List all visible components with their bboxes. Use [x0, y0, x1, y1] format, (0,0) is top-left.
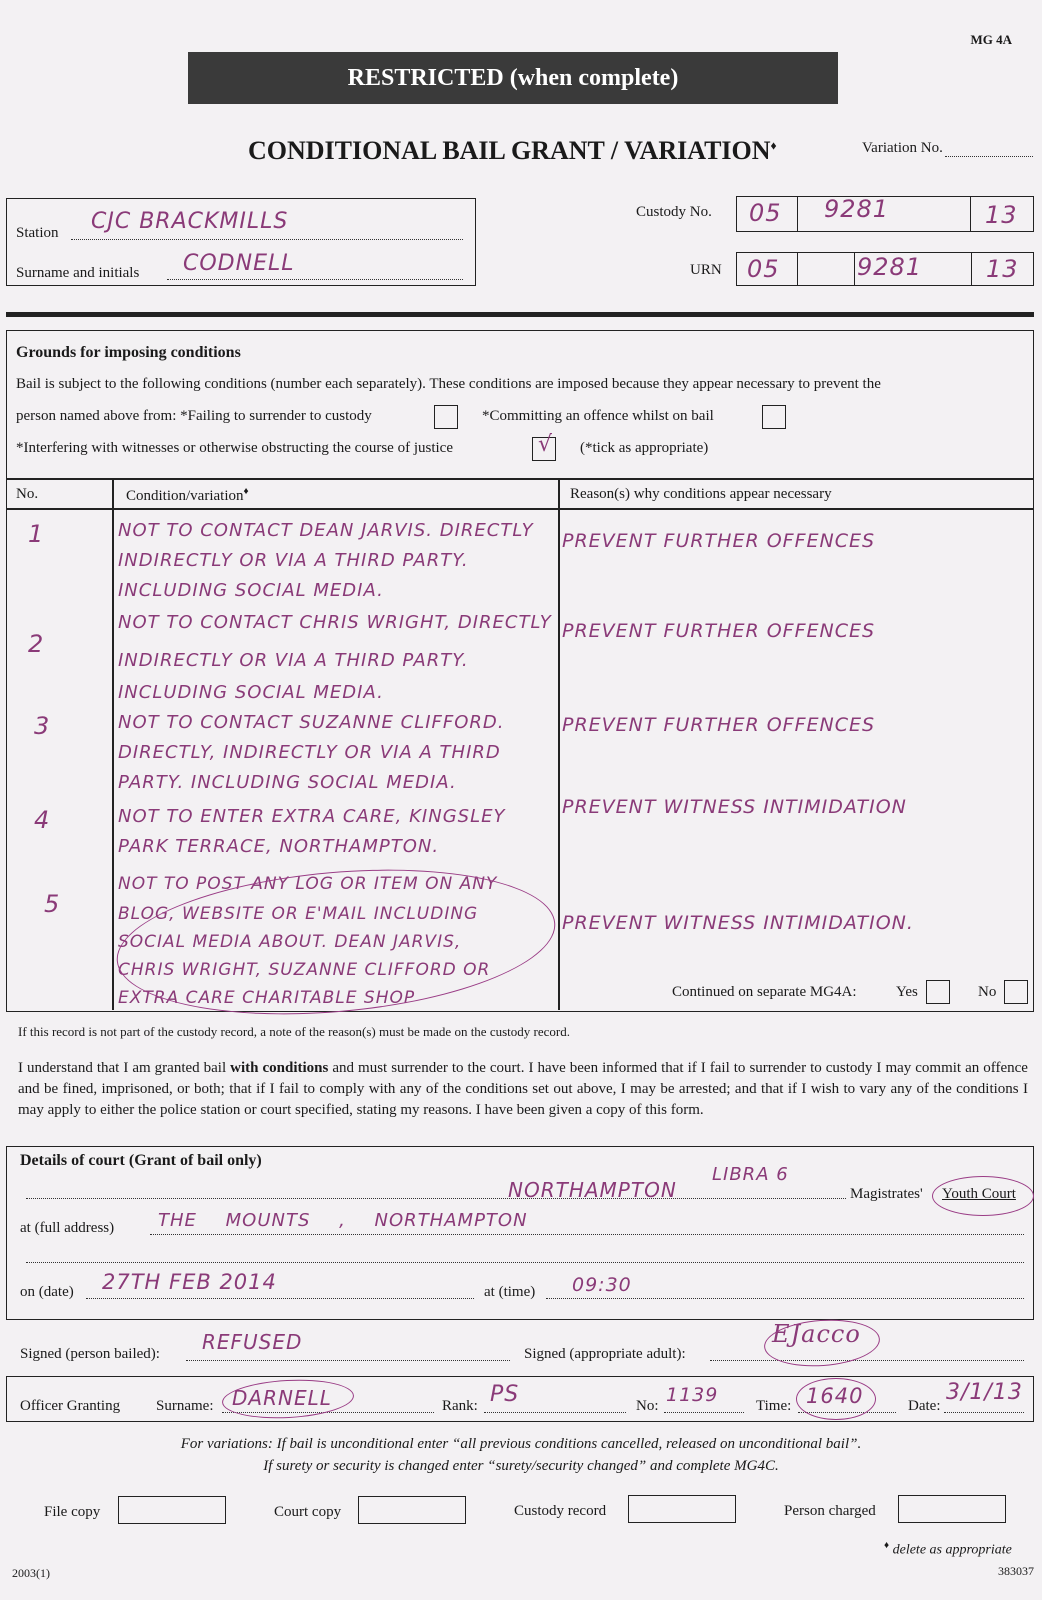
station-box: [6, 198, 476, 286]
continued-no-label: No: [978, 984, 997, 1000]
court-copy-box[interactable]: [358, 1496, 466, 1524]
urn-field[interactable]: [736, 252, 1034, 286]
condition-text-line: INCLUDING SOCIAL MEDIA.: [118, 580, 384, 601]
title-text: CONDITIONAL BAIL GRANT / VARIATION: [248, 136, 771, 165]
officer-date-label: Date:: [908, 1398, 941, 1414]
custody-part-3: 13: [985, 201, 1018, 229]
court-name-field[interactable]: [26, 1164, 846, 1202]
condition-text-line: NOT TO POST ANY LOG OR ITEM ON ANY: [118, 874, 498, 894]
continued-label: Continued on separate MG4A:: [672, 984, 857, 1000]
officer-surname-label: Surname:: [156, 1398, 214, 1414]
signed-adult-label: Signed (appropriate adult):: [524, 1346, 686, 1362]
continued-no-checkbox[interactable]: [1004, 980, 1028, 1004]
condition-reason: PREVENT WITNESS INTIMIDATION: [562, 796, 907, 818]
court-heading: Details of court (Grant of bail only): [20, 1152, 262, 1169]
condition-text-line: BLOG, WEBSITE OR E'MAIL INCLUDING: [118, 904, 479, 924]
officer-no-value: 1139: [666, 1384, 719, 1406]
banner-text: RESTRICTED (when complete): [347, 64, 679, 91]
continued-yes-checkbox[interactable]: [926, 980, 950, 1004]
file-copy-box[interactable]: [118, 1496, 226, 1524]
copy-label: Custody record: [514, 1503, 607, 1519]
urn-part-2: 9281: [857, 253, 923, 281]
surname-value: CODNELL: [183, 251, 295, 276]
condition-text-line: NOT TO CONTACT SUZANNE CLIFFORD.: [118, 712, 505, 733]
delete-note-text: delete as appropriate: [892, 1542, 1012, 1558]
officer-time-value: 1640: [806, 1384, 864, 1408]
condition-text-line: NOT TO ENTER EXTRA CARE, KINGSLEY: [118, 806, 506, 827]
declaration-pre: I understand that I am granted bail: [18, 1060, 231, 1076]
condition-text-line: EXTRA CARE CHARITABLE SHOP: [118, 988, 416, 1008]
person-charged-box[interactable]: [898, 1495, 1006, 1523]
form-code: MG 4A: [970, 32, 1012, 47]
condition-text-line: CHRIS WRIGHT, SUZANNE CLIFFORD OR: [118, 960, 491, 980]
youth-court-label: Youth Court: [942, 1186, 1016, 1202]
col-header-reason: Reason(s) why conditions appear necessary: [570, 486, 832, 502]
time-label: at (time): [484, 1284, 536, 1300]
copy-label: File copy: [44, 1504, 101, 1520]
urn-part-1: 05: [747, 255, 780, 283]
officer-date-field[interactable]: [944, 1380, 1024, 1413]
station-field[interactable]: [71, 209, 463, 240]
officer-no-field[interactable]: [664, 1384, 744, 1413]
variations-line-1: For variations: If bail is unconditional enter “all previous conditions cancelled, released on unconditional bail”.: [180, 1436, 862, 1452]
declaration-text: [18, 1058, 1028, 1121]
col-header-condition: [126, 486, 249, 505]
signed-bailed-value: REFUSED: [202, 1330, 303, 1354]
table-header-rule: [6, 508, 1034, 510]
footer-right: 383037: [998, 1564, 1034, 1578]
delete-note: [884, 1540, 1012, 1559]
custody-part-1: 05: [749, 199, 782, 227]
officer-surname-value: DARNELL: [232, 1386, 332, 1410]
condition-reason: PREVENT WITNESS INTIMIDATION.: [562, 912, 914, 934]
condition-text-line: PARK TERRACE, NORTHAMPTON.: [118, 836, 440, 857]
grounds-line-3b: (*tick as appropriate): [580, 440, 709, 456]
condition-number: 3: [34, 712, 51, 740]
declaration-bold: with conditions: [230, 1060, 329, 1076]
footer-left: 2003(1): [12, 1566, 50, 1580]
custody-label: Custody No.: [636, 204, 712, 220]
condition-number: 2: [28, 630, 45, 658]
custody-note: If this record is not part of the custody record, a note of the reason(s) must be made on the custody record.: [18, 1024, 570, 1039]
fail-surrender-checkbox[interactable]: [434, 405, 458, 429]
officer-label: Officer Granting: [20, 1398, 121, 1414]
officer-time-label: Time:: [756, 1398, 792, 1414]
signed-bailed-field[interactable]: [186, 1330, 510, 1361]
table-col-rule-1: [112, 478, 114, 1010]
variation-number: [862, 140, 1033, 157]
col-header-condition-text: Condition/variation: [126, 488, 244, 504]
table-top-rule: [6, 478, 1034, 480]
condition-mark: ♦: [243, 486, 249, 497]
signed-adult-value: EJacco: [772, 1320, 861, 1348]
condition-number: 1: [28, 520, 45, 548]
station-label: Station: [16, 225, 59, 241]
offence-on-bail-checkbox[interactable]: [762, 405, 786, 429]
table-col-rule-2: [558, 478, 560, 1010]
condition-text-line: NOT TO CONTACT CHRIS WRIGHT, DIRECTLY: [118, 612, 552, 633]
grounds-line-1: Bail is subject to the following conditions (number each separately). These conditions are imposed because they appear necessary to prevent the: [16, 376, 881, 392]
continued-yes-label: Yes: [896, 984, 918, 1000]
court-name-value: NORTHAMPTON: [508, 1178, 677, 1202]
grounds-line-3a: *Interfering with witnesses or otherwise obstructing the course of justice: [16, 440, 453, 456]
court-date-value: 27TH FEB 2014: [102, 1270, 277, 1294]
signed-bailed-label: Signed (person bailed):: [20, 1346, 160, 1362]
copy-label: Court copy: [274, 1504, 342, 1520]
title-mark: ♦: [770, 138, 777, 153]
col-header-no: No.: [16, 486, 39, 502]
variation-field[interactable]: [945, 142, 1033, 157]
magistrates-label: Magistrates': [850, 1186, 923, 1202]
condition-text-line: INDIRECTLY OR VIA A THIRD PARTY.: [118, 550, 469, 571]
condition-text-line: PARTY. INCLUDING SOCIAL MEDIA.: [118, 772, 457, 793]
rank-value: PS: [490, 1382, 520, 1407]
address-field-line-2[interactable]: [26, 1246, 1024, 1263]
custody-record-box[interactable]: [628, 1495, 736, 1523]
condition-reason: PREVENT FURTHER OFFENCES: [562, 620, 876, 642]
court-date-field[interactable]: [86, 1270, 474, 1299]
form-title: [248, 136, 777, 166]
officer-time-circle: [796, 1378, 876, 1420]
officer-date-value: 3/1/13: [946, 1380, 1023, 1405]
condition-text-line: NOT TO CONTACT DEAN JARVIS. DIRECTLY: [118, 520, 534, 541]
rank-label: Rank:: [442, 1398, 478, 1414]
address-value: THE MOUNTS , NORTHAMPTON: [158, 1210, 528, 1231]
variations-line-2: If surety or security is changed enter “surety/security changed” and complete MG4C.: [263, 1458, 779, 1474]
address-label: at (full address): [20, 1220, 115, 1236]
condition-text-line: SOCIAL MEDIA ABOUT. DEAN JARVIS,: [118, 932, 462, 952]
delete-note-mark: ♦: [884, 1540, 890, 1551]
station-value: CJC BRACKMILLS: [91, 209, 289, 234]
condition-reason: PREVENT FURTHER OFFENCES: [562, 530, 876, 552]
surname-field[interactable]: [167, 251, 463, 280]
interfering-witnesses-checkbox[interactable]: [532, 432, 556, 461]
urn-part-3: 13: [986, 255, 1019, 283]
grounds-line-2b: *Committing an offence whilst on bail: [482, 408, 714, 424]
declaration-post: and must surrender to the court. I have been informed that if I fail to surrender to custody I may commit an offence and be fined, imprisoned, or both; that if I fail to comply with any of the conditions set out above, I may be arrested; and that if I wish to vary any of the conditions I may apply to either the police station or court specified, stating my reasons. I have been given a copy of this form.: [18, 1060, 1028, 1118]
copy-label: Person charged: [784, 1503, 876, 1519]
urn-label: URN: [690, 262, 722, 278]
condition-number: 5: [44, 890, 61, 918]
tick-mark: √: [538, 432, 554, 457]
youth-court-circle: [932, 1176, 1034, 1216]
court-room-value: LIBRA 6: [712, 1164, 789, 1185]
section-divider: [6, 312, 1034, 317]
custody-number-field[interactable]: [736, 196, 1034, 232]
condition-number: 4: [34, 806, 51, 834]
condition-text-line: INDIRECTLY OR VIA A THIRD PARTY.: [118, 650, 469, 671]
surname-label: Surname and initials: [16, 265, 140, 281]
custody-part-2: 9281: [824, 195, 890, 223]
rank-field[interactable]: [484, 1382, 626, 1413]
officer-no-label: No:: [636, 1398, 659, 1414]
condition-text-line: DIRECTLY, INDIRECTLY OR VIA A THIRD: [118, 742, 501, 763]
restricted-banner: [188, 52, 838, 104]
variation-label: Variation No.: [862, 140, 943, 156]
address-field[interactable]: [150, 1210, 1024, 1235]
condition-text-line: INCLUDING SOCIAL MEDIA.: [118, 682, 384, 703]
court-time-value: 09:30: [572, 1274, 632, 1296]
grounds-line-2a: person named above from: *Failing to surrender to custody: [16, 408, 372, 424]
grounds-heading: Grounds for imposing conditions: [16, 344, 241, 361]
condition-reason: PREVENT FURTHER OFFENCES: [562, 714, 876, 736]
court-time-field[interactable]: [546, 1274, 1024, 1299]
date-label: on (date): [20, 1284, 74, 1300]
